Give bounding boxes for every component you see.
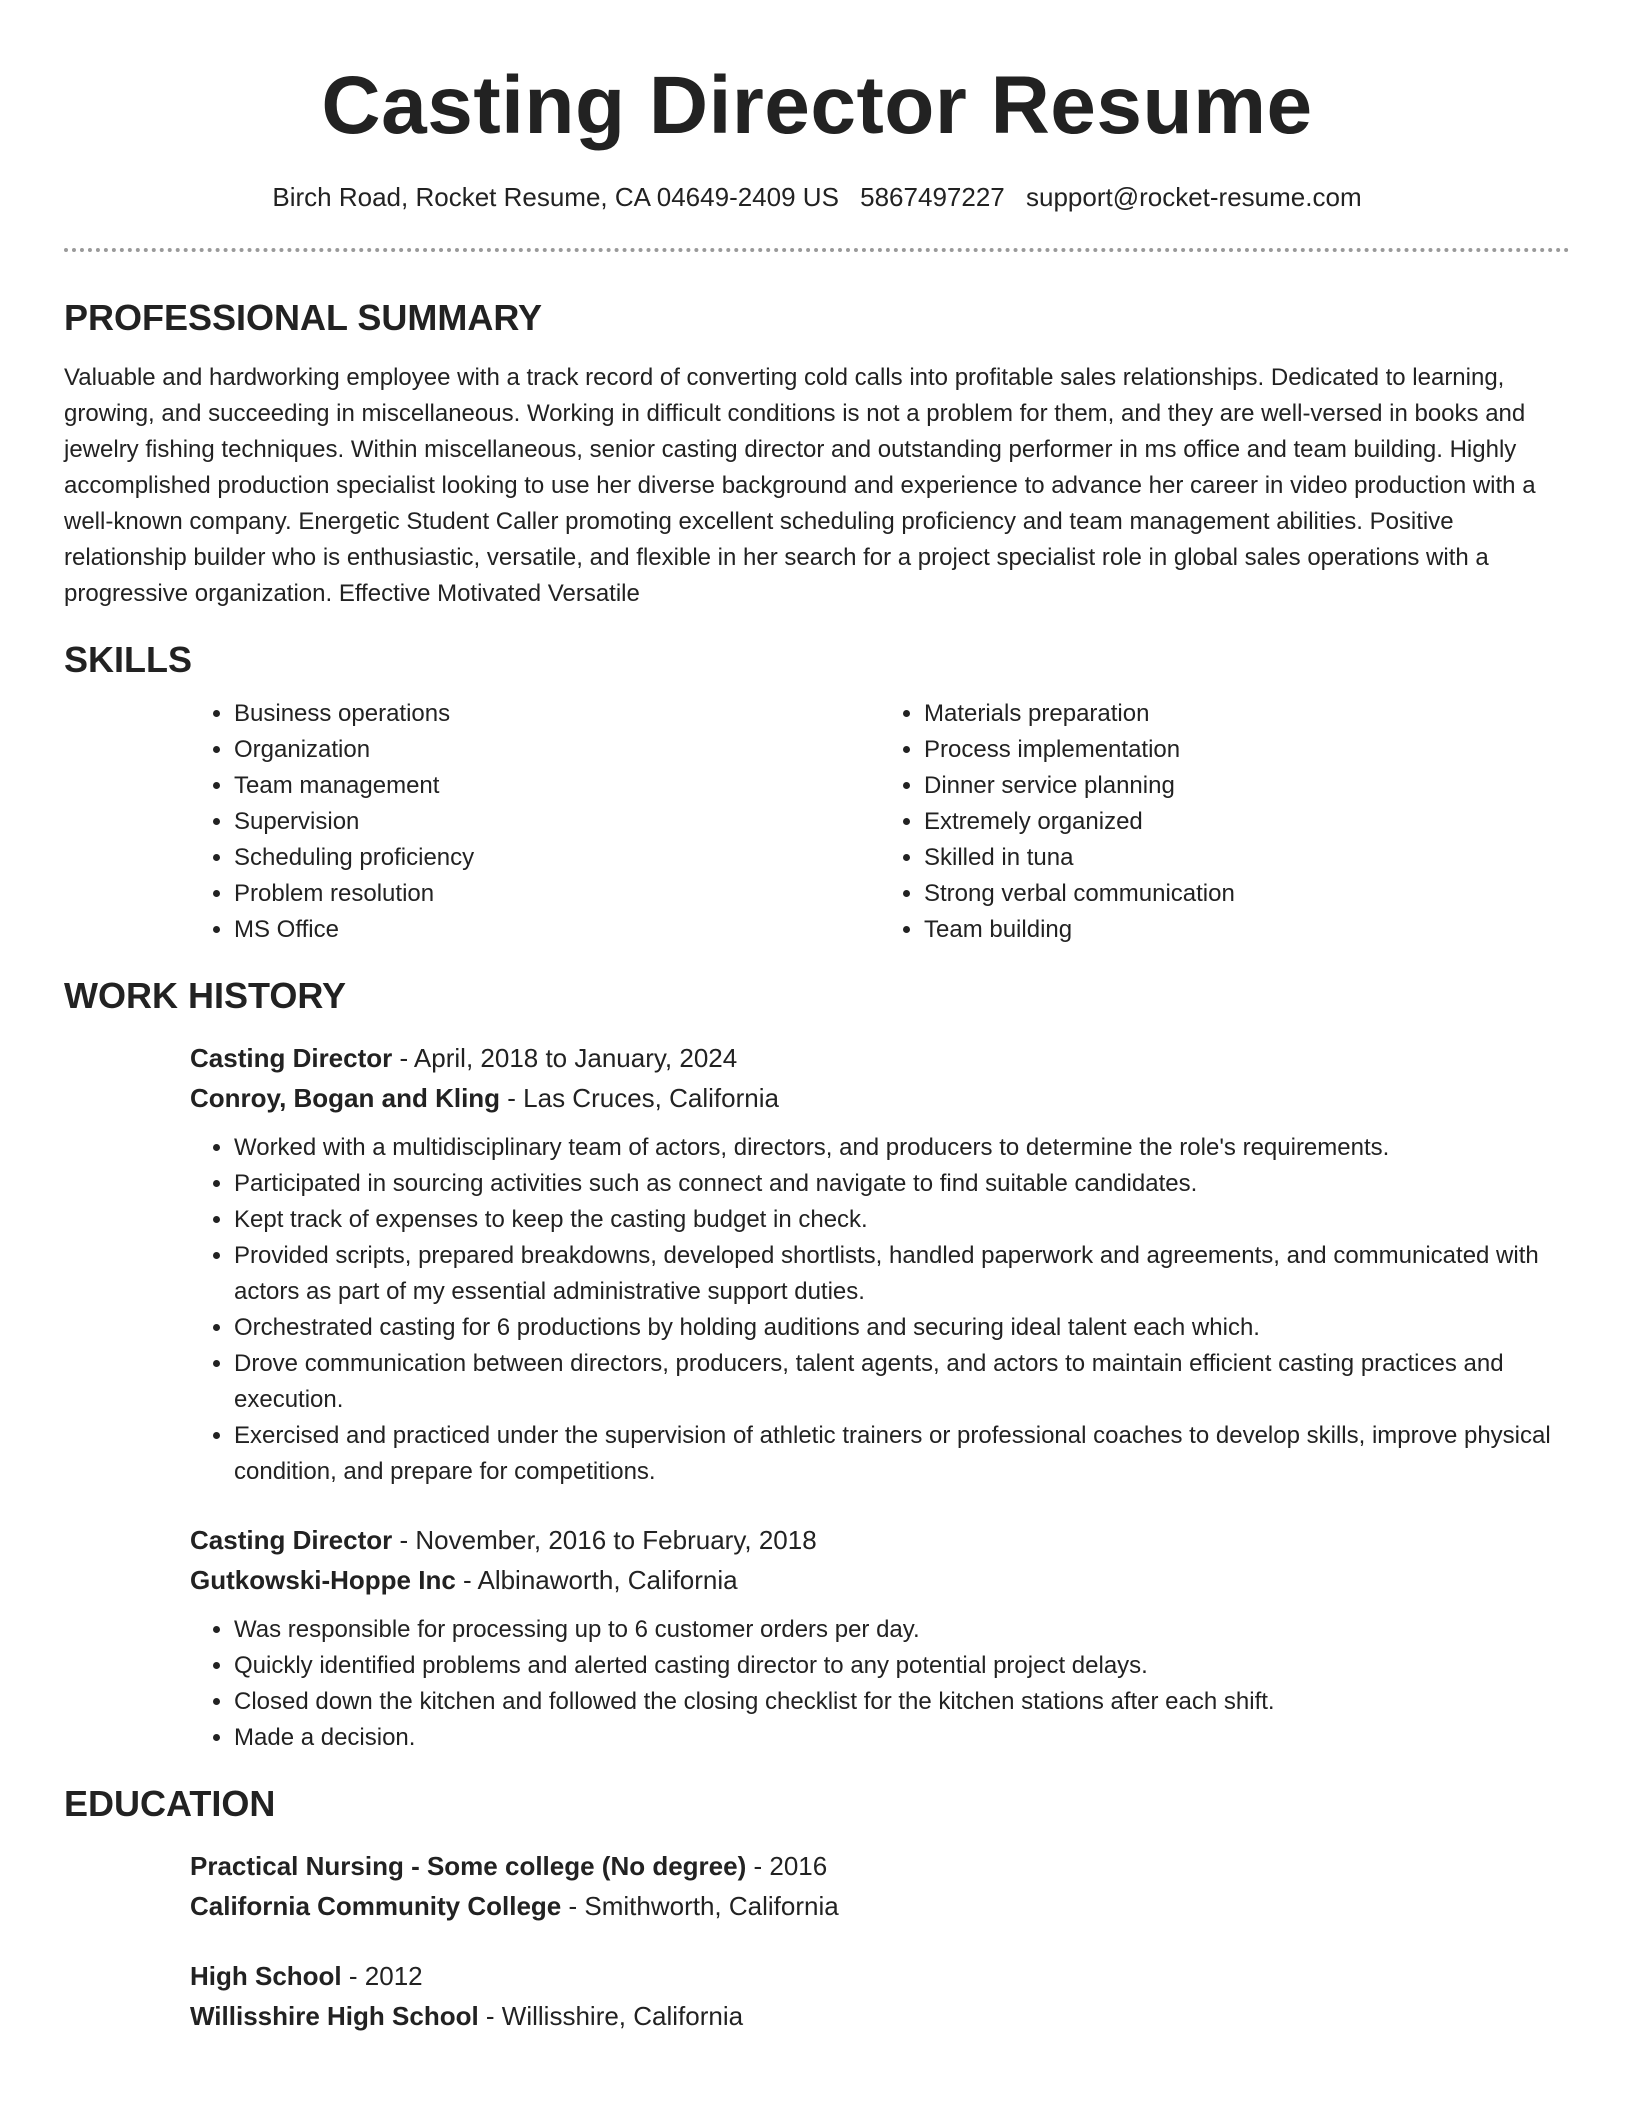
section-title-education: EDUCATION bbox=[64, 1783, 276, 1824]
contact-line bbox=[64, 180, 1570, 214]
header-divider bbox=[64, 248, 1570, 252]
job-duty: • Closed down the kitchen and followed the closing checklist for the kitchen stations after each shift. bbox=[234, 1684, 1570, 1720]
job-duty: • Exercised and practiced under the supervision of athletic trainers or professional coaches to develop skills, improve physical condition, and prepare for competitions. bbox=[234, 1418, 1570, 1490]
education-degree-line bbox=[190, 1956, 1570, 1996]
job-duty: • Was responsible for processing up to 6 customer orders per day. bbox=[234, 1612, 1570, 1648]
skill-item: • Business operations bbox=[234, 696, 880, 732]
contact-email: support@rocket-resume.com bbox=[1025, 182, 1362, 212]
skills-list-right bbox=[880, 696, 1570, 948]
job-company-line bbox=[190, 1560, 1570, 1600]
skill-item: • Team management bbox=[234, 768, 880, 804]
skill-item: • Scheduling proficiency bbox=[234, 840, 880, 876]
job-duty: • Made a decision. bbox=[234, 1720, 1570, 1756]
contact-phone: 5867497227 bbox=[860, 182, 1005, 212]
skill-item: • Supervision bbox=[234, 804, 880, 840]
job-title-line bbox=[190, 1520, 1570, 1560]
job-title: Casting Director bbox=[190, 1525, 393, 1555]
skill-item: • Skilled in tuna bbox=[924, 840, 1570, 876]
education-year: - 2016 bbox=[746, 1851, 828, 1881]
summary-text: Valuable and hardworking employee with a track record of converting cold calls into profitable sales relationships. Dedicated to learning, growing, and succeeding in miscellaneous. Working in difficult conditions is not a problem for them, and they are well-versed in books and jewelry fishing techniques. Within miscellaneous, senior casting director and outstanding performer in ms office and team building. Highly accomplished production specialist looking to use her diverse background and experience to advance her career in video production with a well-known company. Energetic Student Caller promoting excellent scheduling proficiency and team management abilities. Positive relationship builder who is enthusiastic, versatile, and flexible in her search for a project specialist role in global sales operations with a progressive organization. Effective Motivated Versatile bbox=[64, 364, 1536, 607]
skill-item: • Extremely organized bbox=[924, 804, 1570, 840]
skill-item: • Dinner service planning bbox=[924, 768, 1570, 804]
education-entry bbox=[190, 1956, 1570, 2036]
job-duty: • Kept track of expenses to keep the casting budget in check. bbox=[234, 1202, 1570, 1238]
job-company-line bbox=[190, 1078, 1570, 1118]
job-duties-list bbox=[190, 1130, 1570, 1490]
job-location: - Albinaworth, California bbox=[455, 1565, 738, 1595]
job-duty: • Drove communication between directors, producers, talent agents, and actors to maintain efficient casting practices and execution. bbox=[234, 1346, 1570, 1418]
education-school-line bbox=[190, 1996, 1570, 2036]
job-duty: • Orchestrated casting for 6 productions by holding auditions and securing ideal talent each which. bbox=[234, 1310, 1570, 1346]
education-school: Willisshire High School bbox=[190, 2001, 479, 2031]
education-school: California Community College bbox=[190, 1891, 562, 1921]
education-year: - 2012 bbox=[341, 1961, 423, 1991]
education-degree: High School bbox=[190, 1961, 342, 1991]
education-entry bbox=[190, 1846, 1570, 1926]
education-degree-line bbox=[190, 1846, 1570, 1886]
education-school-line bbox=[190, 1886, 1570, 1926]
page-title: Casting Director Resume bbox=[321, 60, 1313, 151]
skill-item: • Problem resolution bbox=[234, 876, 880, 912]
job-duty: • Participated in sourcing activities such as connect and navigate to find suitable candidates. bbox=[234, 1166, 1570, 1202]
section-title-summary: PROFESSIONAL SUMMARY bbox=[64, 297, 543, 338]
job-duty: • Provided scripts, prepared breakdowns, developed shortlists, handled paperwork and agreements, and communicated with actors as part of my essential administrative support duties. bbox=[234, 1238, 1570, 1310]
job-duties-list bbox=[190, 1612, 1570, 1756]
education-degree: Practical Nursing - Some college (No degree) bbox=[190, 1851, 747, 1881]
skills-grid bbox=[190, 696, 1570, 948]
job-title-line bbox=[190, 1038, 1570, 1078]
skill-item: • MS Office bbox=[234, 912, 880, 948]
skills-list-left bbox=[190, 696, 880, 948]
skill-item: • Materials preparation bbox=[924, 696, 1570, 732]
contact-address: Birch Road, Rocket Resume, CA 04649-2409 US bbox=[272, 182, 839, 212]
job-title: Casting Director bbox=[190, 1043, 393, 1073]
job-duty: • Worked with a multidisciplinary team of actors, directors, and producers to determine the role's requirements. bbox=[234, 1130, 1570, 1166]
job-company: Conroy, Bogan and Kling bbox=[190, 1083, 501, 1113]
resume-page bbox=[64, 0, 1570, 2036]
job-duty: • Quickly identified problems and alerted casting director to any potential project delays. bbox=[234, 1648, 1570, 1684]
skill-item: • Organization bbox=[234, 732, 880, 768]
education-location: - Willisshire, California bbox=[478, 2001, 744, 2031]
education-location: - Smithworth, California bbox=[561, 1891, 839, 1921]
job-entry bbox=[190, 1038, 1570, 1490]
skill-item: • Strong verbal communication bbox=[924, 876, 1570, 912]
job-company: Gutkowski-Hoppe Inc bbox=[190, 1565, 456, 1595]
section-title-skills: SKILLS bbox=[64, 639, 193, 680]
job-entry bbox=[190, 1520, 1570, 1756]
job-location: - Las Cruces, California bbox=[500, 1083, 779, 1113]
skill-item: • Team building bbox=[924, 912, 1570, 948]
job-dates: - April, 2018 to January, 2024 bbox=[392, 1043, 738, 1073]
section-title-work-history: WORK HISTORY bbox=[64, 975, 347, 1016]
skill-item: • Process implementation bbox=[924, 732, 1570, 768]
job-dates: - November, 2016 to February, 2018 bbox=[392, 1525, 817, 1555]
